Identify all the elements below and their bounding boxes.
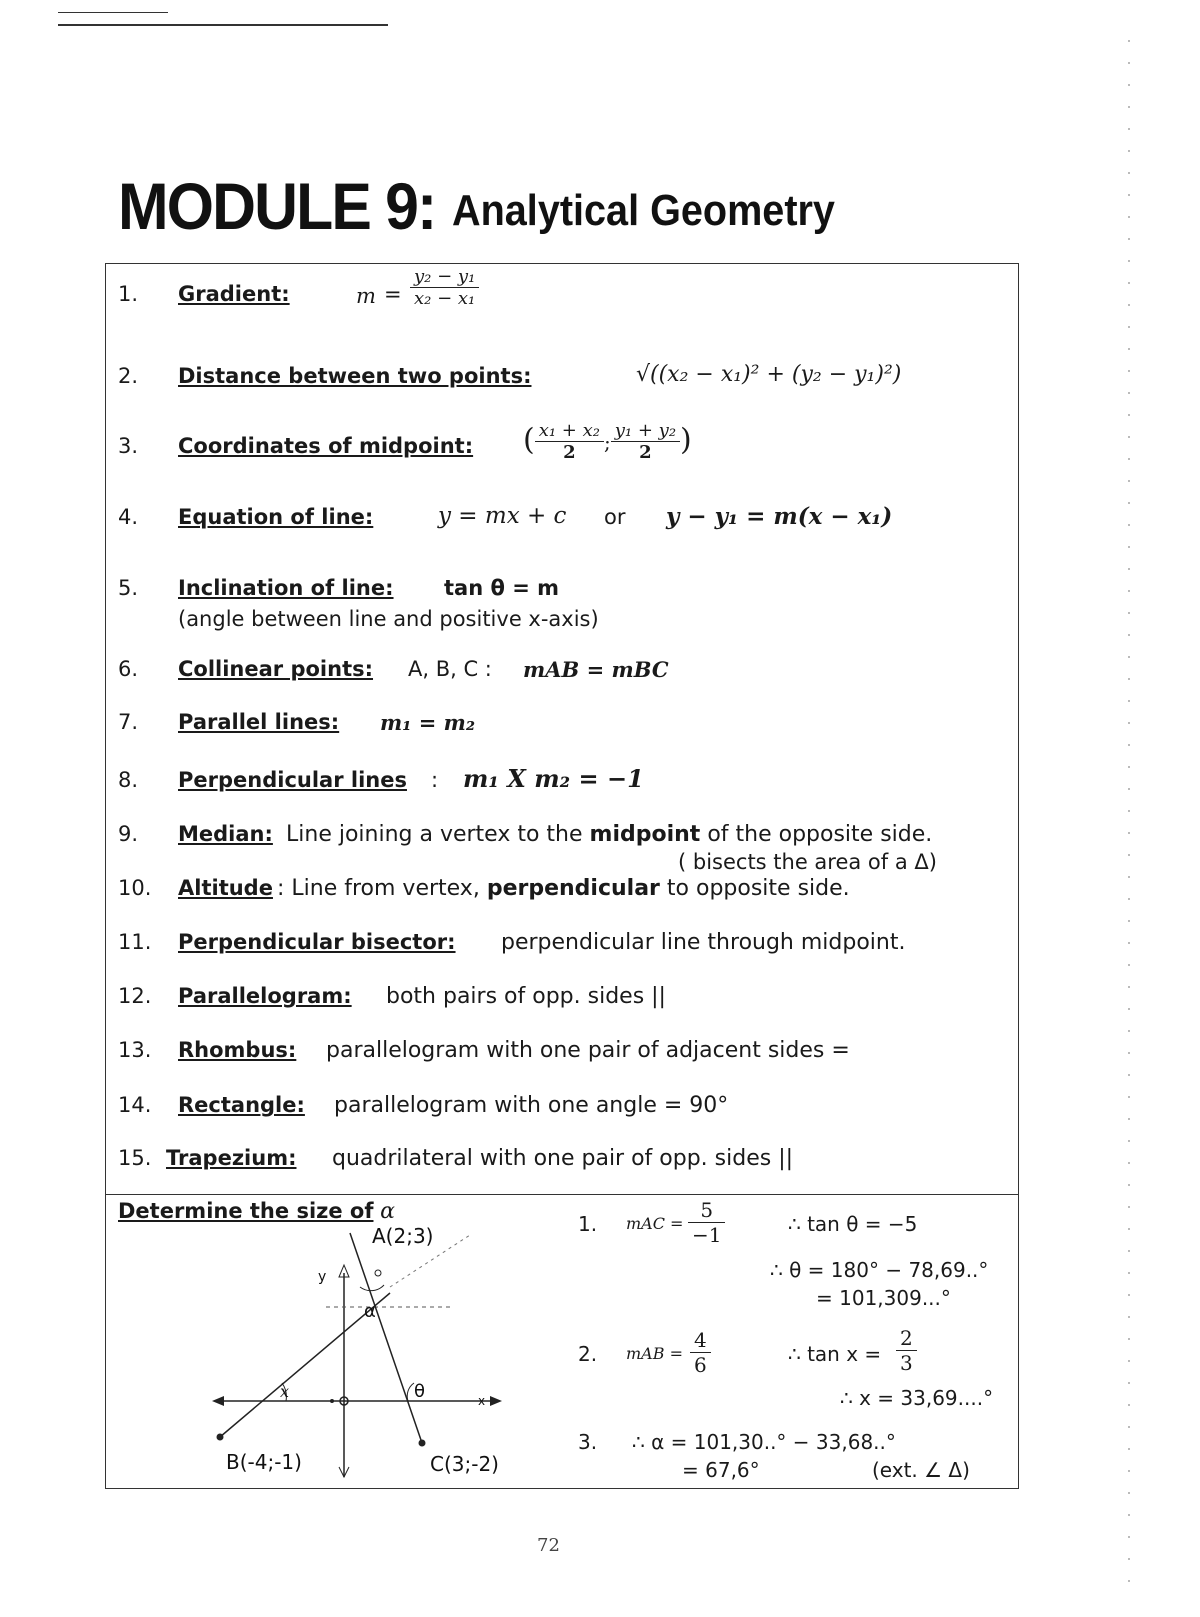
line-equation-1: y = mx + c xyxy=(438,503,567,529)
or-text: or xyxy=(604,505,626,529)
item-label: Median: xyxy=(178,822,273,846)
midpoint-formula: ( $\frac{\text{x₁ + x₂}}{2}$ ; $\frac{\text{y₁ + y₂}}{2}$ ) xyxy=(523,420,692,463)
item-label: Coordinates of midpoint: xyxy=(178,434,474,458)
step-2-lhs: mAB = xyxy=(626,1344,683,1363)
step-1-lhs: mAC = xyxy=(626,1214,684,1233)
midpoint-x-denominator: 2 xyxy=(563,442,576,463)
median-note: ( bisects the area of a Δ) xyxy=(678,850,937,874)
item-number: 2. xyxy=(118,364,139,388)
step-2-result-fraction xyxy=(896,1326,917,1375)
midpoint-y xyxy=(611,420,680,463)
point-c-label: C(3;-2) xyxy=(430,1452,499,1476)
item-label: Parallel lines: xyxy=(178,710,340,734)
module-subject: Analytical Geometry xyxy=(452,186,835,235)
item-number: 7. xyxy=(118,710,139,734)
item-label: Equation of line: xyxy=(178,505,374,529)
gradient-fraction xyxy=(410,266,479,309)
midpoint-y-denominator: 2 xyxy=(639,442,652,463)
item-label: Perpendicular bisector: xyxy=(178,930,456,954)
item-number: 11. xyxy=(118,930,152,954)
step-2 xyxy=(578,1328,1008,1418)
gradient-equals: = xyxy=(384,282,402,306)
item-number: 12. xyxy=(118,984,152,1008)
distance-formula: √((x₂ − x₁)² + (y₂ − y₁)²) xyxy=(636,362,902,387)
step-2-fraction xyxy=(690,1328,711,1377)
rhombus-description: parallelogram with one pair of adjacent sides = xyxy=(326,1038,850,1063)
median-description xyxy=(286,822,932,847)
point-c-dot xyxy=(419,1440,426,1447)
item-label: Parallelogram: xyxy=(178,984,352,1008)
parallel-formula: m₁ = m₂ xyxy=(380,710,476,735)
median-desc-a: Line joining a vertex to the xyxy=(286,822,583,847)
step-1-denominator: −1 xyxy=(692,1223,722,1247)
step-1-result-1: ∴ tan θ = −5 xyxy=(788,1212,918,1236)
inclination-formula: tan θ = m xyxy=(444,576,559,600)
point-b-label: B(-4;-1) xyxy=(226,1450,302,1474)
step-3-line-2: = 67,6° xyxy=(682,1458,760,1482)
item-number: 14. xyxy=(118,1093,152,1117)
scan-top-line-short xyxy=(58,12,168,13)
step-1 xyxy=(578,1200,1008,1310)
step-1-result-2: ∴ θ = 180° − 78,69..° xyxy=(770,1258,989,1282)
point-b-dot xyxy=(217,1434,224,1441)
median-desc-b: midpoint xyxy=(589,822,701,847)
trapezium-description: quadrilateral with one pair of opp. sides || xyxy=(332,1146,794,1171)
item-number: 10. xyxy=(118,876,152,900)
midpoint-x-numerator: x₁ + x₂ xyxy=(535,420,604,442)
x-axis-arrow-left xyxy=(212,1396,224,1406)
altitude-desc-c: to opposite side. xyxy=(666,876,850,901)
item-number: 15. xyxy=(118,1146,152,1170)
rectangle-description: parallelogram with one angle = 90° xyxy=(334,1093,729,1118)
theta-arc xyxy=(407,1383,414,1401)
gradient-m: m xyxy=(356,284,376,308)
item-label: Collinear points: xyxy=(178,657,374,681)
point-a-dot xyxy=(375,1270,381,1276)
collinear-points: A, B, C : xyxy=(408,657,492,681)
midpoint-separator: ; xyxy=(603,430,611,455)
gradient-denominator: x₂ − x₁ xyxy=(414,288,476,309)
intercept-dot xyxy=(330,1399,334,1403)
parallelogram-description: both pairs of opp. sides || xyxy=(386,984,666,1009)
step-1-numerator: 5 xyxy=(688,1198,725,1223)
item-label: Trapezium: xyxy=(166,1146,297,1170)
median-desc-c: of the opposite side. xyxy=(707,822,933,847)
step-2-numerator: 4 xyxy=(690,1328,711,1353)
step-3-line-1: ∴ α = 101,30..° − 33,68..° xyxy=(632,1430,896,1454)
line-ac-extended xyxy=(350,1233,422,1443)
collinear-formula: mAB = mBC xyxy=(523,657,669,682)
item-number: 13. xyxy=(118,1038,152,1062)
step-2-result-2: ∴ x = 33,69....° xyxy=(840,1386,994,1410)
step-1-result-3: = 101,309...° xyxy=(816,1286,951,1310)
item-number: 1. xyxy=(118,282,139,306)
altitude-desc-a: : Line from vertex, xyxy=(277,876,480,901)
item-label: Rhombus: xyxy=(178,1038,297,1062)
bisector-description: perpendicular line through midpoint. xyxy=(501,930,906,955)
altitude-desc-b: perpendicular xyxy=(486,876,660,901)
midpoint-x xyxy=(535,420,604,463)
step-1-fraction xyxy=(688,1198,725,1247)
example-alpha: α xyxy=(380,1199,396,1224)
item-number: 5. xyxy=(118,576,139,600)
step-2-result-1: ∴ tan x = xyxy=(788,1342,882,1366)
module-number: MODULE 9: xyxy=(118,169,436,243)
item-number: 6. xyxy=(118,657,139,681)
point-a-label: A(2;3) xyxy=(372,1224,434,1248)
step-2-denominator: 6 xyxy=(694,1353,707,1377)
step-number: 1. xyxy=(578,1212,598,1236)
step-2-result-denominator: 3 xyxy=(900,1351,913,1375)
line-equation-2: y − y₁ = m(x − x₁) xyxy=(666,503,893,530)
item-label: Gradient: xyxy=(178,282,290,306)
page-number: 72 xyxy=(537,1535,560,1556)
scan-edge-noise xyxy=(1128,40,1130,1600)
perpendicular-formula: m₁ X m₂ = −1 xyxy=(463,764,644,793)
example-prompt-text: Determine the size of xyxy=(118,1199,374,1223)
midpoint-y-numerator: y₁ + y₂ xyxy=(611,420,680,442)
item-label: Distance between two points: xyxy=(178,364,532,388)
item-number: 9. xyxy=(118,822,139,846)
scan-top-line xyxy=(58,24,388,26)
step-number: 2. xyxy=(578,1342,598,1366)
x-axis-label: x xyxy=(478,1394,486,1408)
step-3-note: (ext. ∠ Δ) xyxy=(872,1458,970,1482)
item-number: 3. xyxy=(118,434,139,458)
y-axis-label: y xyxy=(318,1269,327,1285)
step-number: 3. xyxy=(578,1430,598,1454)
alpha-arc xyxy=(360,1285,384,1291)
step-2-result-numerator: 2 xyxy=(896,1326,917,1351)
x-axis-arrow xyxy=(490,1396,502,1406)
page-title xyxy=(118,168,835,244)
item-label: Rectangle: xyxy=(178,1093,305,1117)
item-label: Perpendicular lines xyxy=(178,768,407,792)
section-divider xyxy=(105,1194,1019,1195)
x-angle-label: x xyxy=(280,1382,290,1401)
item-label: Altitude xyxy=(178,876,273,900)
triangle-diagram xyxy=(200,1215,560,1485)
step-3 xyxy=(578,1428,1008,1488)
colon: : xyxy=(431,768,439,792)
gradient-numerator: y₂ − y₁ xyxy=(410,266,479,288)
inclination-note: (angle between line and positive x-axis) xyxy=(178,607,599,631)
item-number: 4. xyxy=(118,505,139,529)
item-number: 8. xyxy=(118,768,139,792)
alpha-label: α xyxy=(364,1301,376,1322)
item-label: Inclination of line: xyxy=(178,576,394,600)
theta-label: θ xyxy=(414,1381,426,1402)
altitude-description xyxy=(277,876,850,901)
